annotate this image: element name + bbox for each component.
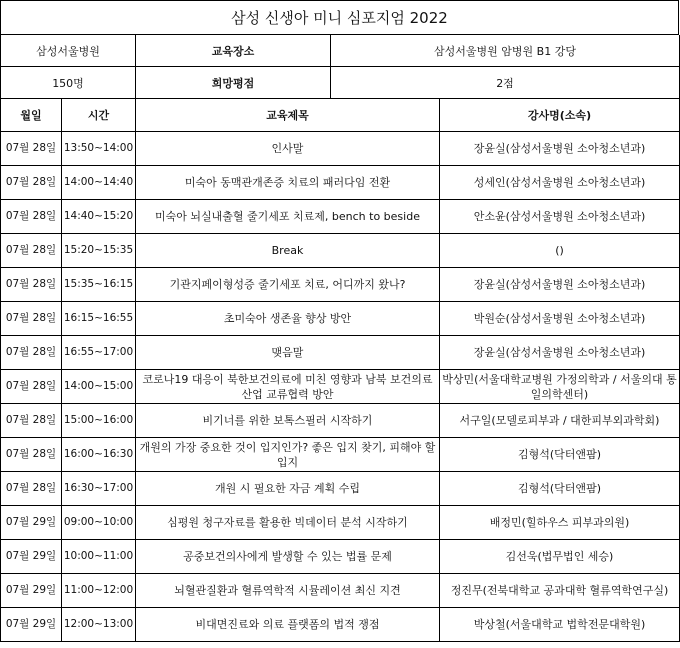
session-title: 미숙아 동맥관개존증 치료의 패러다임 전환 bbox=[136, 166, 440, 200]
session-speaker: 박상철(서울대학교 법학전문대학원) bbox=[440, 608, 680, 642]
table-row bbox=[1, 540, 680, 574]
session-speaker: 장윤실(삼성서울병원 소아청소년과) bbox=[440, 336, 680, 370]
hospital-name: 삼성서울병원 bbox=[1, 35, 136, 67]
session-time: 09:00~10:00 bbox=[62, 506, 136, 540]
session-time: 16:55~17:00 bbox=[62, 336, 136, 370]
session-date: 07월 28일 bbox=[1, 472, 62, 506]
session-time: 14:00~14:40 bbox=[62, 166, 136, 200]
table-row bbox=[1, 336, 680, 370]
session-title: 인사말 bbox=[136, 132, 440, 166]
venue-value: 삼성서울병원 암병원 B1 강당 bbox=[331, 35, 680, 67]
session-title: 기관지페이형성증 줄기세포 치료, 어디까지 왔나? bbox=[136, 268, 440, 302]
session-speaker: 박상민(서울대학교병원 가정의학과 / 서울의대 통일의학센터) bbox=[440, 370, 680, 404]
info-table bbox=[0, 35, 680, 99]
session-date: 07월 28일 bbox=[1, 268, 62, 302]
session-date: 07월 28일 bbox=[1, 404, 62, 438]
score-label: 희망평점 bbox=[136, 67, 331, 99]
schedule-table bbox=[0, 99, 680, 642]
table-row bbox=[1, 200, 680, 234]
session-speaker: 장윤실(삼성서울병원 소아청소년과) bbox=[440, 132, 680, 166]
header-speaker: 강사명(소속) bbox=[440, 99, 680, 132]
session-title: 개원 시 필요한 자금 계획 수립 bbox=[136, 472, 440, 506]
session-date: 07월 28일 bbox=[1, 234, 62, 268]
page-title: 삼성 신생아 미니 심포지엄 2022 bbox=[1, 1, 679, 35]
session-date: 07월 28일 bbox=[1, 132, 62, 166]
session-date: 07월 29일 bbox=[1, 506, 62, 540]
header-date: 월일 bbox=[1, 99, 62, 132]
header-time: 시간 bbox=[62, 99, 136, 132]
table-row bbox=[1, 166, 680, 200]
session-speaker: 배정민(힐하우스 피부과의원) bbox=[440, 506, 680, 540]
session-time: 11:00~12:00 bbox=[62, 574, 136, 608]
session-time: 12:00~13:00 bbox=[62, 608, 136, 642]
session-date: 07월 28일 bbox=[1, 200, 62, 234]
session-speaker: 장윤실(삼성서울병원 소아청소년과) bbox=[440, 268, 680, 302]
table-row bbox=[1, 574, 680, 608]
session-time: 10:00~11:00 bbox=[62, 540, 136, 574]
capacity-value: 150명 bbox=[1, 67, 136, 99]
session-title: 초미숙아 생존율 향상 방안 bbox=[136, 302, 440, 336]
venue-label: 교육장소 bbox=[136, 35, 331, 67]
session-speaker: 김형석(닥터앤팜) bbox=[440, 472, 680, 506]
session-title: 공중보건의사에게 발생할 수 있는 법률 문제 bbox=[136, 540, 440, 574]
session-speaker: 성세인(삼성서울병원 소아청소년과) bbox=[440, 166, 680, 200]
session-title: Break bbox=[136, 234, 440, 268]
table-row bbox=[1, 438, 680, 472]
session-speaker: 김선욱(법무법인 세승) bbox=[440, 540, 680, 574]
session-time: 15:20~15:35 bbox=[62, 234, 136, 268]
session-date: 07월 28일 bbox=[1, 370, 62, 404]
table-row bbox=[1, 234, 680, 268]
session-title: 비대면진료와 의료 플랫폼의 법적 쟁점 bbox=[136, 608, 440, 642]
session-speaker: () bbox=[440, 234, 680, 268]
session-title: 비기너를 위한 보톡스필러 시작하기 bbox=[136, 404, 440, 438]
session-date: 07월 29일 bbox=[1, 574, 62, 608]
table-row bbox=[1, 302, 680, 336]
title-table bbox=[0, 0, 679, 35]
header-title: 교육제목 bbox=[136, 99, 440, 132]
session-time: 16:30~17:00 bbox=[62, 472, 136, 506]
session-time: 13:50~14:00 bbox=[62, 132, 136, 166]
session-time: 14:40~15:20 bbox=[62, 200, 136, 234]
table-row bbox=[1, 404, 680, 438]
session-title: 맺음말 bbox=[136, 336, 440, 370]
session-date: 07월 28일 bbox=[1, 302, 62, 336]
session-speaker: 안소윤(삼성서울병원 소아청소년과) bbox=[440, 200, 680, 234]
session-title: 미숙아 뇌실내출혈 줄기세포 치료제, bench to beside bbox=[136, 200, 440, 234]
session-time: 15:35~16:15 bbox=[62, 268, 136, 302]
session-date: 07월 28일 bbox=[1, 166, 62, 200]
table-row bbox=[1, 132, 680, 166]
table-row bbox=[1, 608, 680, 642]
session-speaker: 서구일(모델로피부과 / 대한피부외과학회) bbox=[440, 404, 680, 438]
session-speaker: 김형석(닥터앤팜) bbox=[440, 438, 680, 472]
table-row bbox=[1, 268, 680, 302]
schedule-body bbox=[1, 132, 680, 642]
table-row bbox=[1, 506, 680, 540]
session-date: 07월 29일 bbox=[1, 540, 62, 574]
session-date: 07월 28일 bbox=[1, 438, 62, 472]
score-value: 2점 bbox=[331, 67, 680, 99]
session-time: 16:00~16:30 bbox=[62, 438, 136, 472]
session-date: 07월 29일 bbox=[1, 608, 62, 642]
session-date: 07월 28일 bbox=[1, 336, 62, 370]
table-row bbox=[1, 370, 680, 404]
session-speaker: 박원순(삼성서울병원 소아청소년과) bbox=[440, 302, 680, 336]
session-title: 코로나19 대응이 북한보건의료에 미친 영향과 남북 보건의료산업 교류협력 방안 bbox=[136, 370, 440, 404]
session-title: 개원의 가장 중요한 것이 입지인가? 좋은 입지 찾기, 피해야 할 입지 bbox=[136, 438, 440, 472]
table-row bbox=[1, 472, 680, 506]
session-title: 뇌혈관질환과 혈류역학적 시뮬레이션 최신 지견 bbox=[136, 574, 440, 608]
session-time: 16:15~16:55 bbox=[62, 302, 136, 336]
session-title: 심평원 청구자료를 활용한 빅데이터 분석 시작하기 bbox=[136, 506, 440, 540]
session-time: 14:00~15:00 bbox=[62, 370, 136, 404]
session-time: 15:00~16:00 bbox=[62, 404, 136, 438]
schedule-header-row bbox=[1, 99, 680, 132]
session-speaker: 정진무(전북대학교 공과대학 혈류역학연구실) bbox=[440, 574, 680, 608]
